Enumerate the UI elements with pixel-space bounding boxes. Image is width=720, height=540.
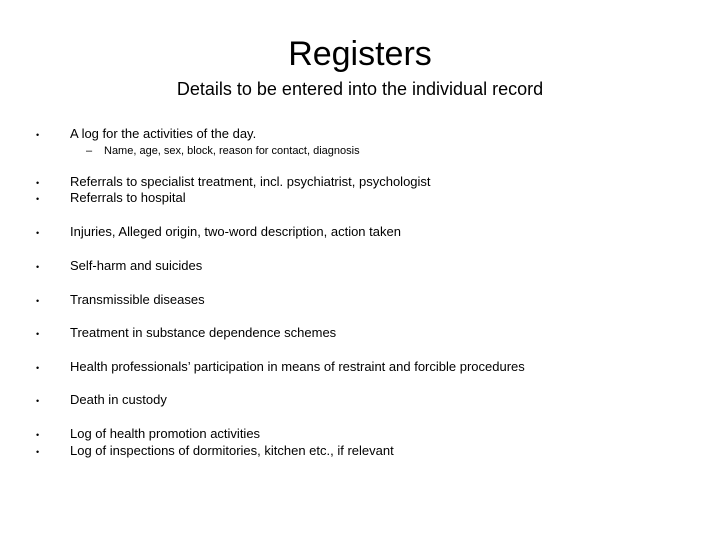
bullet-marker: • [36,396,40,406]
list-item: Self-harm and suicides [70,258,203,273]
list-item: Referrals to hospital [70,190,186,205]
list-item: A log for the activities of the day. [70,126,257,141]
bullet-marker: • [36,430,40,440]
bullet-marker: • [36,296,40,306]
sub-list-item: Name, age, sex, block, reason for contact, diagnosis [104,145,360,157]
list-item: Transmissible diseases [70,292,205,307]
list-item: Log of inspections of dormitories, kitchen etc., if relevant [70,443,394,458]
bullet-marker: • [36,194,40,204]
slide-title: Registers [288,35,432,73]
dash-marker: – [86,145,93,157]
list-item: Treatment in substance dependence schemes [70,325,337,340]
slide-subtitle: Details to be entered into the individual record [176,79,544,99]
bullet-marker: • [36,178,40,188]
bullet-marker: • [36,228,40,238]
bullet-marker: • [36,363,40,373]
bullet-marker: • [36,130,40,140]
list-item: Health professionals’ participation in means of restraint and forcible procedures [70,359,525,374]
bullet-marker: • [36,447,40,457]
list-item: Injuries, Alleged origin, two-word description, action taken [70,224,401,239]
list-item: Referrals to specialist treatment, incl. psychiatrist, psychologist [70,174,431,189]
bullet-marker: • [36,329,40,339]
list-item: Death in custody [70,392,167,407]
list-item: Log of health promotion activities [70,426,261,441]
bullet-marker: • [36,262,40,272]
